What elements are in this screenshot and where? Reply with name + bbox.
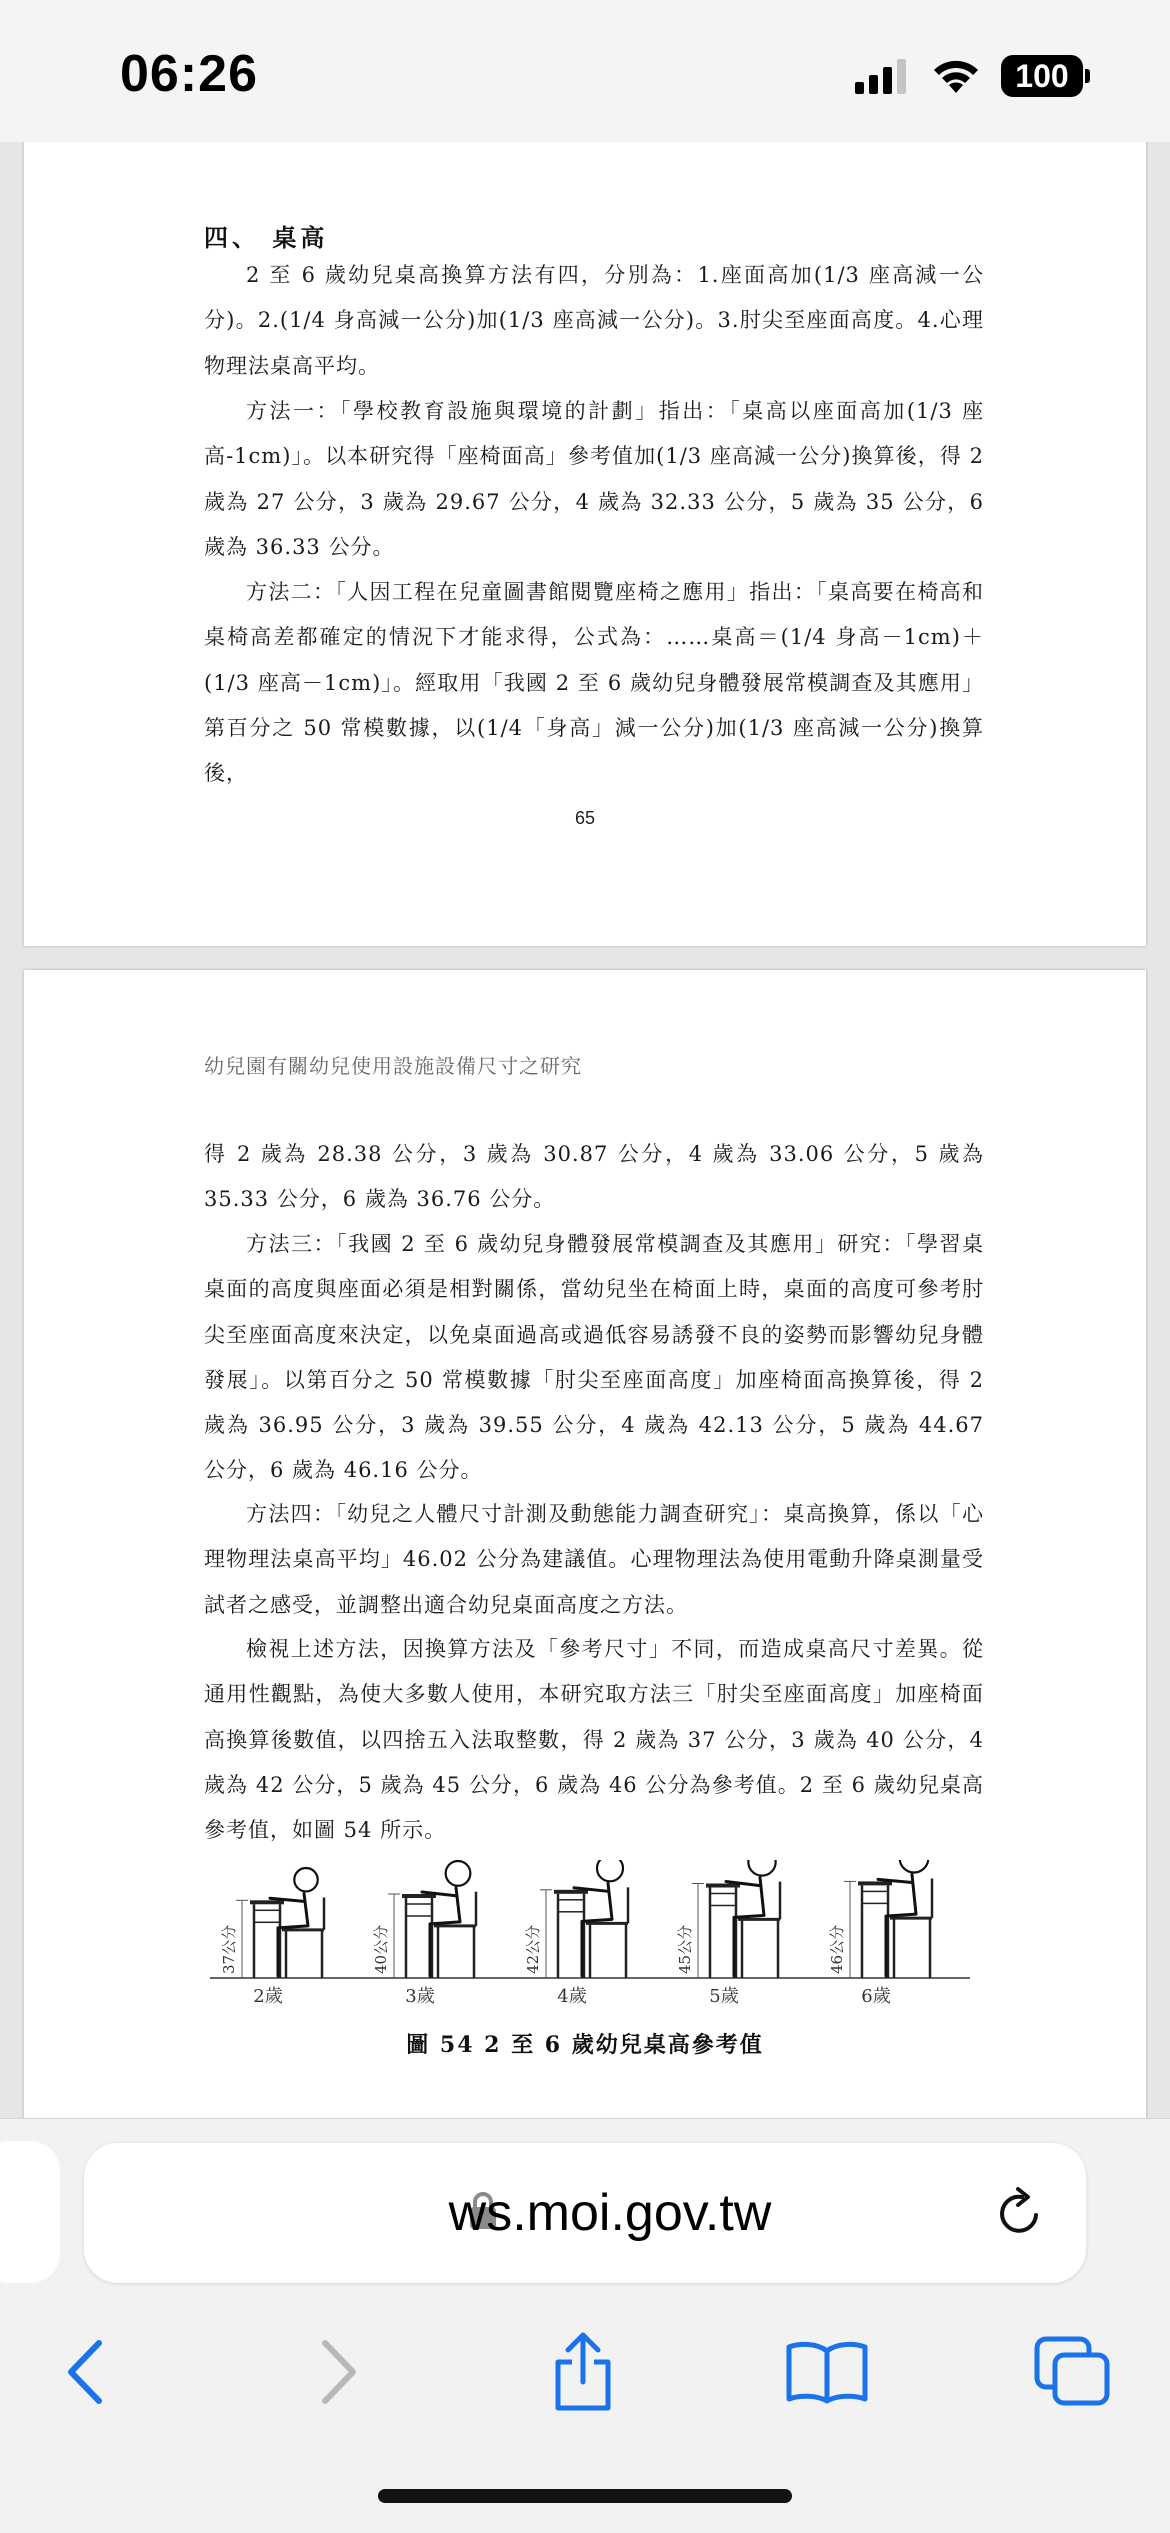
child-head: [446, 1861, 471, 1886]
tabs-icon: [1033, 2335, 1113, 2409]
paragraph: 2 至 6 歲幼兒桌高換算方法有四，分別為：1.座面高加(1/3 座高減一公分)。2.(1/4 身高減一公分)加(1/3 座高減一公分)。3.肘尖至座面高度。4.心理物理法桌高平均。: [204, 263, 984, 378]
child-head: [748, 1860, 775, 1876]
desk-top: [554, 1890, 588, 1894]
desk-top: [858, 1881, 892, 1885]
status-icons: [855, 54, 1090, 98]
section-heading: 四、 桌高: [204, 223, 329, 252]
paragraph: 方法四：「幼兒之人體尺寸計測及動態能力調查研究」：桌高換算，係以「心理物理法桌高平均」46.02 公分為建議值。心理物理法為使用電動升降桌測量受試者之感受，並調整出適合幼兒桌面高度之方法。: [204, 1502, 984, 1617]
child-head: [900, 1860, 929, 1873]
chevron-left-icon: [63, 2337, 107, 2407]
chevron-right-icon: [317, 2337, 361, 2407]
status-bar: [0, 0, 1170, 142]
desk-drawer: [558, 1900, 584, 1912]
bookmarks-button[interactable]: [772, 2317, 882, 2427]
share-icon: [548, 2330, 618, 2414]
url-domain: ws.moi.gov.tw: [448, 2184, 772, 2242]
paragraph: 方法三：「我國 2 至 6 歲幼兒身體發展常模調查及其應用」研究：「學習桌桌面的高度與座面必須是相對關係，當幼兒坐在椅面上時，桌面的高度可參考肘尖至座面高度來決定，以免桌面過高或過低容易誘發不良的姿勢而影響幼兒身體發展」。以第百分之 50 常模數據「肘尖至座面高度」加座椅面高換算後，得 2 歲為 36.95 公分，3 歲為 39.55 公分，4 歲為 42.13 公分，5 歲為 44.67 公分，6 歲為 46.16 公分。: [204, 1232, 984, 1483]
desk-drawer: [406, 1904, 432, 1916]
age-label: 6歲: [861, 1986, 891, 2007]
book-icon: [785, 2339, 869, 2405]
desk-drawer: [862, 1891, 888, 1903]
desk-height-label: 45公分: [676, 1924, 694, 1974]
child-head: [597, 1860, 623, 1881]
desk-drawer: [710, 1894, 736, 1906]
battery-nub-icon: [1085, 69, 1090, 83]
child-figure: [878, 1875, 916, 1976]
desk-height-label: 46公分: [828, 1924, 846, 1974]
back-button[interactable]: [30, 2317, 140, 2427]
paragraph: 方法一：「學校教育設施與環境的計劃」指出：「桌高以座面高加(1/3 座高-1cm)」。以本研究得「座椅面高」參考值加(1/3 座高減一公分)換算後，得 2 歲為 27 公分，3 歲為 29.67 公分，4 歲為 32.33 公分，5 歲為 35 公分，6 歲為 36.33 公分。: [204, 399, 984, 559]
desk-top: [402, 1894, 436, 1898]
reload-icon[interactable]: [992, 2185, 1048, 2241]
status-time: 06:26: [120, 45, 258, 103]
address-bar[interactable]: [84, 2143, 1086, 2283]
cellular-signal-icon: [855, 58, 911, 94]
paragraph: 得 2 歲為 28.38 公分，3 歲為 30.87 公分，4 歲為 33.06 公分，5 歲為 35.33 公分，6 歲為 36.76 公分。: [204, 1142, 984, 1212]
figure-54-caption: 圖 54 2 至 6 歲幼兒桌高參考值: [406, 2032, 764, 2058]
battery-level: 100: [1015, 57, 1069, 94]
forward-button[interactable]: [284, 2317, 394, 2427]
child-figure: [574, 1883, 612, 1976]
desk-height-figure: [210, 1860, 990, 2010]
bottom-toolbar: [0, 2317, 1170, 2427]
age-label: 3歲: [405, 1986, 435, 2007]
age-label: 4歲: [557, 1986, 587, 2007]
running-header: 幼兒園有關幼兒使用設施設備尺寸之研究: [204, 1054, 582, 1078]
age-label: 2歲: [253, 1986, 283, 2007]
browser-chrome: [0, 2118, 1170, 2533]
wifi-icon: [931, 57, 981, 95]
child-figure: [270, 1893, 308, 1976]
desk-drawer: [254, 1910, 280, 1922]
child-figure: [422, 1888, 460, 1976]
desk-height-label: 42公分: [524, 1924, 542, 1974]
home-indicator: [378, 2489, 792, 2503]
page-number: 65: [574, 808, 596, 828]
desk-height-label: 37公分: [220, 1924, 238, 1974]
age-label: 5歲: [709, 1986, 739, 2007]
document-page-66: [24, 970, 1146, 2120]
previous-tab-preview[interactable]: [0, 2141, 60, 2283]
document-page-65: [24, 140, 1146, 946]
desk-top: [706, 1884, 740, 1888]
desk-top: [250, 1900, 284, 1904]
tabs-button[interactable]: [1018, 2317, 1128, 2427]
battery-indicator: [1001, 55, 1083, 97]
share-button[interactable]: [528, 2317, 638, 2427]
paragraph: 方法二：「人因工程在兒童圖書館閱覽座椅之應用」指出：「桌高要在椅高和桌椅高差都確定的情況下才能求得，公式為：……桌高＝(1/4 身高－1cm)＋(1/3 座高－1cm)」。經取用「我國 2 至 6 歲幼兒身體發展常模調查及其應用」第百分之 50 常模數據，以(1/4「身高」減一公分)加(1/3 座高減一公分)換算後，: [204, 580, 984, 786]
child-figure: [726, 1878, 764, 1976]
url-text: [84, 2143, 1086, 2283]
child-head: [294, 1868, 317, 1891]
paragraph: 檢視上述方法，因換算方法及「參考尺寸」不同，而造成桌高尺寸差異。從通用性觀點，為使大多數人使用，本研究取方法三「肘尖至座面高度」加座椅面高換算後數值，以四捨五入法取整數，得 2 歲為 37 公分，3 歲為 40 公分，4 歲為 42 公分，5 歲為 45 公分，6 歲為 46 公分為參考值。2 至 6 歲幼兒桌高參考值，如圖 54 所示。: [204, 1637, 984, 1843]
desk-height-label: 40公分: [372, 1924, 390, 1974]
